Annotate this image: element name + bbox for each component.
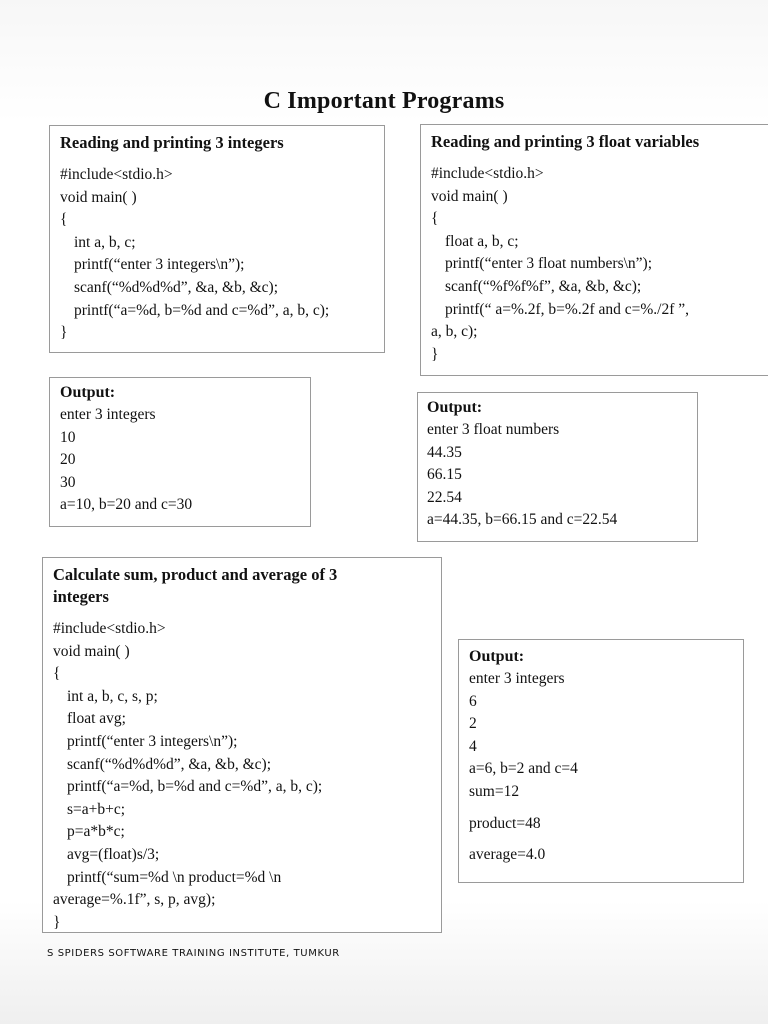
output-box-sum-product-average xyxy=(458,639,744,883)
output-line: 66.15 xyxy=(427,466,462,484)
code-line: printf(“a=%d, b=%d and c=%d”, a, b, c); xyxy=(67,778,323,796)
code-line: p=a*b*c; xyxy=(67,823,125,841)
footer-institute: S SPIDERS SOFTWARE TRAINING INSTITUTE, TUMKUR xyxy=(47,948,340,959)
output-line: 10 xyxy=(60,428,76,446)
code-line: int a, b, c; xyxy=(74,233,136,251)
code-line: average=%.1f”, s, p, avg); xyxy=(53,891,216,909)
output-line: average=4.0 xyxy=(469,846,546,864)
code-line: } xyxy=(53,913,61,931)
code-line: #include<stdio.h> xyxy=(431,165,544,182)
code-line: a, b, c); xyxy=(431,323,478,341)
output-line: 4 xyxy=(469,737,477,755)
code-line: } xyxy=(60,324,68,342)
code-line: void main( ) xyxy=(60,188,137,206)
program-heading: Calculate sum, product and average of 3 xyxy=(53,565,338,584)
program-box-read-floats xyxy=(420,124,768,376)
code-line: float a, b, c; xyxy=(445,232,519,250)
code-line: printf(“a=%d, b=%d and c=%d”, a, b, c); xyxy=(74,301,330,319)
output-line: enter 3 integers xyxy=(60,406,156,423)
code-line: avg=(float)s/3; xyxy=(67,845,160,863)
code-line: #include<stdio.h> xyxy=(53,620,166,637)
output-line: a=6, b=2 and c=4 xyxy=(469,760,578,778)
output-line: sum=12 xyxy=(469,782,520,800)
program-box-read-integers xyxy=(49,125,385,353)
output-line: 44.35 xyxy=(427,443,462,461)
output-title: Output: xyxy=(427,399,483,416)
output-box-read-integers xyxy=(49,377,311,527)
program-heading: Reading and printing 3 float variables xyxy=(431,132,700,151)
output-line: a=44.35, b=66.15 and c=22.54 xyxy=(427,511,618,529)
code-line: scanf(“%d%d%d”, &a, &b, &c); xyxy=(74,278,279,296)
code-line: void main( ) xyxy=(53,642,130,660)
output-line: 20 xyxy=(60,451,76,469)
output-line: 30 xyxy=(60,473,76,491)
code-line: #include<stdio.h> xyxy=(60,166,173,183)
output-line: a=10, b=20 and c=30 xyxy=(60,496,193,514)
output-line: 6 xyxy=(469,692,477,710)
output-line: product=48 xyxy=(469,814,541,832)
code-line: float avg; xyxy=(67,710,126,728)
code-line: scanf(“%d%d%d”, &a, &b, &c); xyxy=(67,755,272,773)
code-line: void main( ) xyxy=(431,187,508,205)
output-title: Output: xyxy=(469,648,525,665)
code-line: { xyxy=(431,210,439,228)
code-line: printf(“sum=%d \n product=%d \n xyxy=(67,868,282,886)
page-title: C Important Programs xyxy=(263,88,505,114)
program-heading: integers xyxy=(53,587,109,606)
code-line: printf(“ a=%.2f, b=%.2f and c=%./2f ”, xyxy=(445,300,689,318)
output-line: enter 3 integers xyxy=(469,670,565,687)
code-line: scanf(“%f%f%f”, &a, &b, &c); xyxy=(445,277,642,295)
output-line: 22.54 xyxy=(427,488,462,506)
code-line: s=a+b+c; xyxy=(67,800,126,818)
code-line: { xyxy=(60,211,68,229)
output-line: enter 3 float numbers xyxy=(427,421,560,438)
code-line: printf(“enter 3 integers\n”); xyxy=(74,256,245,274)
code-line: printf(“enter 3 integers\n”); xyxy=(67,732,238,750)
output-box-read-floats xyxy=(417,392,698,542)
code-line: printf(“enter 3 float numbers\n”); xyxy=(445,255,653,273)
output-line: 2 xyxy=(469,715,477,733)
program-box-sum-product-average xyxy=(42,557,442,933)
code-line: { xyxy=(53,665,61,683)
program-heading: Reading and printing 3 integers xyxy=(60,133,284,152)
code-line: } xyxy=(431,345,439,363)
code-line: int a, b, c, s, p; xyxy=(67,687,158,705)
output-title: Output: xyxy=(60,384,116,401)
